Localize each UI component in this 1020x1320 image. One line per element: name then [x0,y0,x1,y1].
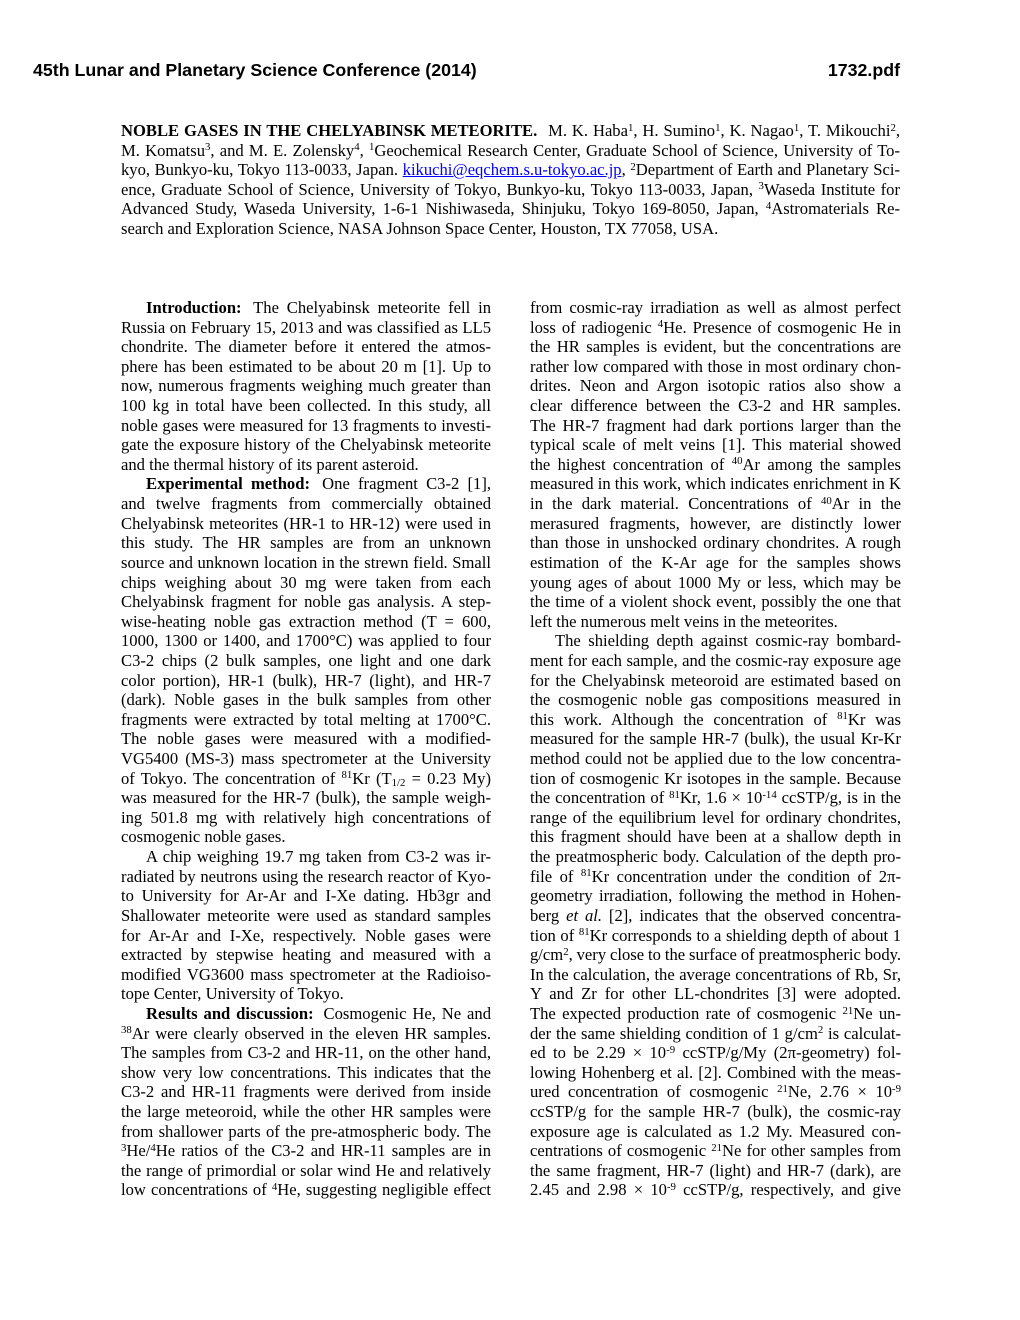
superscript: 81 [341,769,353,782]
text-run: , H. Sumino [633,121,716,140]
text-run: the same fragment, HR-7 (light) and HR-7 (dark), are [530,1160,901,1180]
body-line [530,612,901,632]
superscript: -9 [892,1082,901,1095]
body-line [121,769,491,789]
text-run: show very low concentrations. This indicates that the [121,1062,491,1082]
paragraph [121,847,491,1004]
title-paragraph [121,121,900,239]
body-line [530,1082,901,1102]
superscript: 21 [777,1082,788,1095]
body-line [121,788,491,808]
body-line [121,847,491,867]
body-line [121,1082,491,1102]
superscript: 4 [765,200,772,213]
text-run: In the calculation, the average concentrations of Rb, Sr, [530,964,901,984]
text-run: color portion), HR-1 (bulk), HR-7 (light), and HR-7 [121,670,491,690]
body-line [121,749,491,769]
text-run: estimation of the K-Ar age for the samples shows [530,552,901,572]
body-line [530,926,901,946]
paragraph [121,474,491,847]
body-line [121,357,491,377]
superscript: 21 [711,1141,723,1154]
text-run: Advanced Study, Waseda University, 1-6-1 Nishiwaseda, Shinjuku, Tokyo 169-8050, Japan, [121,199,766,219]
title-line [121,160,900,180]
text-run: ccSTP/g, respectively, and give [675,1180,901,1200]
body-line [530,474,901,494]
body-line [121,926,491,946]
superscript: 3 [758,180,764,193]
text-run: , very close to the surface of preatmospheric body. [568,945,901,965]
text-run: to University for Ar-Ar and I-Xe dating. Hb3gr and [121,886,491,906]
body-line [121,455,491,475]
body-line [530,984,901,1004]
superscript: 4 [150,1141,156,1154]
text-run: Chelyabinsk fragment for noble gas analysis. A step- [121,592,491,612]
body-line [121,1180,491,1200]
title-line [121,180,900,200]
body-line [530,416,901,436]
text-run: the HR samples is evident, but the concentrations are [530,337,901,357]
body-line [530,945,901,965]
body-line [121,592,491,612]
body-line [121,337,491,357]
text-run: source and unknown location in the strewn field. Small [121,552,491,572]
email-link[interactable]: kikuchi@eqchem.s.u-tokyo.ac.jp [402,160,622,180]
body-line [530,553,901,573]
text-run: this study. The HR samples are from an unknown [121,533,491,553]
superscript: 4 [657,318,664,331]
superscript: -14 [762,788,777,801]
paragraph [121,298,491,474]
text-run: now, numerous fragments weighing much greater than [121,376,491,396]
text-run: method could not be applied due to the low concentra- [530,749,901,769]
title-line [121,121,900,141]
body-line [121,1043,491,1063]
text-run: the large meteoroid, while the other HR samples were [121,1101,491,1121]
text-run: VG5400 (MS-3) mass spectrometer at the University [121,749,491,769]
text-run: typical scale of melt veins [1]. This material showed [530,435,901,455]
body-line [121,376,491,396]
text-run: drites. Neon and Argon isotopic ratios also show a [530,376,901,396]
text-run: ccSTP/g for the sample HR-7 (bulk), the cosmic-ray [530,1101,901,1121]
body-line [530,847,901,867]
superscript: 81 [580,867,592,880]
subscript: 1/2 [391,777,406,790]
body-line [530,1102,901,1122]
text-run: modified VG3600 mass spectrometer at the Radioiso- [121,964,491,984]
text-run: The samples from C3-2 and HR-11, on the other hand, [121,1043,491,1063]
text-run: , [895,121,900,140]
text-run: The shielding depth against cosmic-ray bombard- [555,631,901,651]
conference-name: 45th Lunar and Planetary Science Conference (2014) [33,60,477,80]
superscript: 2 [563,945,569,958]
text-run: A chip weighing 19.7 mg taken from C3-2 was ir- [146,847,491,867]
body-line [530,592,901,612]
text-run: from cosmic-ray irradiation as well as almost perfect [530,298,901,317]
text-run: Ne for other samples from [722,1141,901,1161]
paragraph [530,631,901,1200]
body-line [121,945,491,965]
text-run: C3-2 and HR-11 fragments were derived from inside [121,1082,491,1102]
superscript: -9 [666,1181,676,1194]
text-run: der the same shielding condition of 1 g/cm [530,1023,818,1043]
text-run: = 0.23 My) [405,768,492,788]
body-line [121,1004,491,1024]
body-line [121,827,491,847]
text-run: fragments were extracted by total melting at 1700°C. [121,709,491,729]
body-line [121,651,491,671]
text-run: [2], indicates that the observed concentra- [602,905,901,925]
text-run: lowing Hohenberg et al. [2]. Combined with the meas- [530,1062,901,1082]
body-line [121,729,491,749]
body-line [530,788,901,808]
body-line [530,867,901,887]
text-run: merasured fragments, however, are distinctly lower [530,513,901,533]
superscript: 3 [205,141,211,154]
text-run: is calculat- [823,1023,901,1043]
italic-text: et al. [566,905,603,925]
text-run: geometry irradiation, following the method in Hohen- [530,886,901,906]
text-run: extracted by stepwise heating and measured with a [121,945,491,965]
right-column [530,298,901,1200]
text-run: 1000, 1300 or 1400, and 1700°C) was applied to four [121,631,491,651]
text-run: the preatmospheric body. Calculation of the depth pro- [530,847,901,867]
body-line [530,573,901,593]
text-run: the cosmogenic noble gas compositions measured in [530,690,901,710]
text-run: He/ [126,1141,151,1161]
text-run: Kr corresponds to a shielding depth of about 1 [589,925,902,945]
body-line [530,906,901,926]
title-block [121,121,900,239]
text-run: and twelve fragments from commercially obtained [121,494,491,514]
section-heading: Results and discussion: [146,1003,314,1023]
text-run: Ar were clearly observed in the eleven HR samples. [131,1023,491,1043]
text-run: , and M. E. Zolensky [210,140,355,160]
superscript: 81 [837,710,848,723]
body-line [530,690,901,710]
body-line [121,631,491,651]
superscript: 1 [715,121,721,134]
text-run: M. Komatsu [121,140,206,160]
text-run: The expected production rate of cosmogenic [530,1003,843,1023]
text-run: The noble gases were measured with a modified- [121,729,491,749]
text-run: tion of [530,925,579,945]
text-run: Department of Earth and Planetary Sci- [635,160,900,180]
text-run: the time of a violent shock event, possibly the one that [530,592,901,612]
paragraph [530,298,901,631]
text-run: Ar in the [831,494,901,514]
body-line [121,416,491,436]
text-run: , [621,160,631,180]
superscript: 1 [368,141,375,154]
text-run: of Tokyo. The concentration of [121,768,342,788]
text-run: in the dark material. Concentrations of [530,494,821,514]
body-line [121,965,491,985]
text-run: young ages of about 1000 My or less, which may be [530,572,901,592]
body-line [121,533,491,553]
body-line [121,298,491,318]
title-line [121,219,900,239]
text-run: Cosmogenic He, Ne and [317,1003,492,1023]
body-line [121,1024,491,1044]
text-run: He ratios of the C3-2 and HR-11 samples are in [155,1141,491,1161]
text-run: ccSTP/g/My (2π-geometry) fol- [675,1043,901,1063]
text-run: was measured for the HR-7 (bulk), the sample weigh- [121,788,491,808]
body-line [530,455,901,475]
body-line [121,612,491,632]
text-run: for the Chelyabinsk meteoroid are estimated based on [530,670,901,690]
text-run: centrations of cosmogenic [530,1141,712,1161]
body-line [530,435,901,455]
body-line [530,671,901,691]
text-run: The Chelyabinsk meteorite fell in [245,298,491,317]
text-run: tion of cosmogenic Kr isotopes in the sample. Because [530,768,901,788]
body-line [121,1141,491,1161]
text-run: the concentration of [530,788,670,808]
text-run: ing 501.8 mg with relatively high concentrations of [121,807,491,827]
text-run: left the numerous melt veins in the meteorites. [530,611,838,631]
superscript: 38 [121,1024,132,1037]
text-run: exposure age is calculated as 1.2 My. Measured con- [530,1121,901,1141]
body-line [530,337,901,357]
paper-title: NOBLE GASES IN THE CHELYABINSK METEORITE. [121,121,538,140]
text-run: Ne un- [853,1003,901,1023]
body-line [121,710,491,730]
text-run: He, suggesting negligible effect [277,1180,491,1200]
body-line [530,1122,901,1142]
superscript: 4 [354,141,360,154]
superscript: 1 [793,121,800,134]
body-line [530,1180,901,1200]
superscript: 2 [890,121,896,134]
text-run: Shallowater meteorite were used as standard samples [121,905,491,925]
body-line [530,396,901,416]
body-line [121,1102,491,1122]
text-run: Waseda Institute for [763,179,900,199]
section-heading: Introduction: [146,298,242,317]
text-run: ed to be 2.29 × 10 [530,1043,667,1063]
text-run: kyo, Bunkyo-ku, Tokyo 113-0033, Japan. [121,160,403,180]
superscript: 2 [817,1024,824,1037]
text-run: file of [530,866,581,886]
text-run: loss of radiogenic [530,317,658,337]
superscript: -9 [666,1043,676,1056]
title-line [121,199,900,219]
superscript: 3 [121,1141,127,1154]
text-run: Kr concentration under the condition of 2π- [591,866,902,886]
title-line [121,141,900,161]
text-run: and the thermal history of its parent asteroid. [121,454,419,474]
body-line [530,631,901,651]
text-run: cosmogenic noble gases. [121,827,286,847]
body-line [530,965,901,985]
text-run: Ar among the samples [742,454,901,474]
text-run: C3-2 chips (2 bulk samples, one light and one dark [121,650,491,670]
body-line [530,1004,901,1024]
text-run: , [359,140,369,160]
body-line [530,298,901,318]
text-run: berg [530,905,567,925]
text-run: rather low compared with those in most ordinary chon- [530,356,901,376]
text-run: this work. Although the concentration of [530,709,838,729]
body-line [530,1161,901,1181]
body-line [530,1141,901,1161]
body-line [530,769,901,789]
text-run: Kr (T [352,768,392,788]
superscript: 4 [271,1181,278,1194]
superscript: 81 [669,788,680,801]
section-heading: Experimental method: [146,474,310,494]
text-run: gate the exposure history of the Chelyabinsk meteorite [121,435,491,455]
body-line [530,1043,901,1063]
body-line [530,729,901,749]
text-run: Ne, 2.76 × 10 [787,1082,893,1102]
body-line [530,827,901,847]
text-run: Kr, 1.6 × 10 [679,788,763,808]
text-run: Chelyabinsk meteorites (HR-1 to HR-12) were used in [121,513,491,533]
text-run: M. K. Haba [543,121,628,140]
body-line [121,867,491,887]
text-run: measured in this work, which indicates enrichment in K [530,474,901,494]
body-line [530,651,901,671]
text-run: search and Exploration Science, NASA Johnson Space Center, Houston, TX 77058, USA. [121,219,719,239]
text-run: ence, Graduate School of Science, University of Tokyo, Bunkyo-ku, Tokyo 113-0033, Japan, [121,179,759,199]
text-run: g/cm [530,945,564,965]
superscript: 21 [842,1004,854,1017]
body-line [530,318,901,338]
body-line [121,906,491,926]
text-run: than those in unshocked ordinary chondrites. A rough [530,533,901,553]
text-run: this fragment should have been at a shallow depth in [530,827,901,847]
body-line [121,808,491,828]
body-line [530,357,901,377]
text-run: One fragment C3-2 [1], [313,474,491,494]
left-column [121,298,491,1200]
body-line [121,1063,491,1083]
text-run: radiated by neutrons using the research reactor of Kyo- [121,866,491,886]
body-line [530,1063,901,1083]
body-line [121,514,491,534]
text-run: measured for the sample HR-7 (bulk), the usual Kr-Kr [530,729,901,749]
body-line [121,1161,491,1181]
text-run: Y and Zr for other LL-chondrites [3] were adopted. [530,984,901,1004]
text-run: for Ar-Ar and I-Xe, respectively. Noble gases were [121,925,491,945]
file-name: 1732.pdf [827,60,900,80]
text-run: (dark). Noble gases in the bulk samples from other [121,690,491,710]
text-run: clear difference between the C3-2 and HR samples. [530,396,901,416]
body-line [121,984,491,1004]
body-line [530,749,901,769]
body-line [121,474,491,494]
text-run: tope Center, University of Tokyo. [121,984,344,1004]
superscript: 1 [627,121,634,134]
body-line [121,573,491,593]
paragraph [121,1004,491,1200]
body-line [121,435,491,455]
text-run: range of the equilibrium level for ordinary chondrites, [530,807,901,827]
text-run: 2.45 and 2.98 × 10 [530,1180,667,1200]
body-line [121,494,491,514]
text-run: Kr was [847,709,901,729]
body-line [121,690,491,710]
text-run: He. Presence of cosmogenic He in [663,317,902,337]
text-run: Geochemical Research Center, Graduate School of Science, University of To- [374,140,900,160]
body-line [121,671,491,691]
text-run: from shallower parts of the pre-atmospheric body. The [121,1121,491,1141]
text-run: The HR-7 fragment had dark portions larger than the [530,415,901,435]
body-line [530,514,901,534]
superscript: 2 [630,160,636,173]
superscript: 81 [578,926,590,939]
body-line [530,886,901,906]
body-line [121,396,491,416]
text-run: ment for each sample, and the cosmic-ray exposure age [530,650,901,670]
body-line [530,710,901,730]
body-line [530,533,901,553]
text-run: ured concentration of cosmogenic [530,1082,778,1102]
text-run: chips weighing about 30 mg were taken from each [121,572,491,592]
text-run: low concentrations of [121,1180,272,1200]
superscript: 40 [731,455,743,468]
body-line [121,553,491,573]
text-run: , K. Nagao [720,121,794,140]
text-run: , T. Mikouchi [799,121,891,140]
text-run: the highest concentration of [530,454,732,474]
body-line [121,886,491,906]
body-line [121,1122,491,1142]
text-run: Astromaterials Re- [771,199,900,219]
body-line [530,376,901,396]
text-run: the range of primordial or solar wind He and relatively [121,1160,491,1180]
body-line [530,808,901,828]
text-run: ccSTP/g, is in the [776,788,901,808]
superscript: 40 [821,494,832,507]
body-line [121,318,491,338]
text-run: 100 kg in total have been collected. In this study, all [121,396,491,416]
text-run: noble gases were measured for 13 fragments to investi- [121,415,491,435]
body-line [530,1024,901,1044]
text-run: Russia on February 15, 2013 and was classified as LL5 [121,317,491,337]
body-line [530,494,901,514]
text-run: chondrite. The diameter before it entered the atmos- [121,337,491,357]
text-run: phere has been estimated to be about 20 m [1]. Up to [121,356,491,376]
text-run: wise-heating noble gas extraction method (T = 600, [121,611,491,631]
